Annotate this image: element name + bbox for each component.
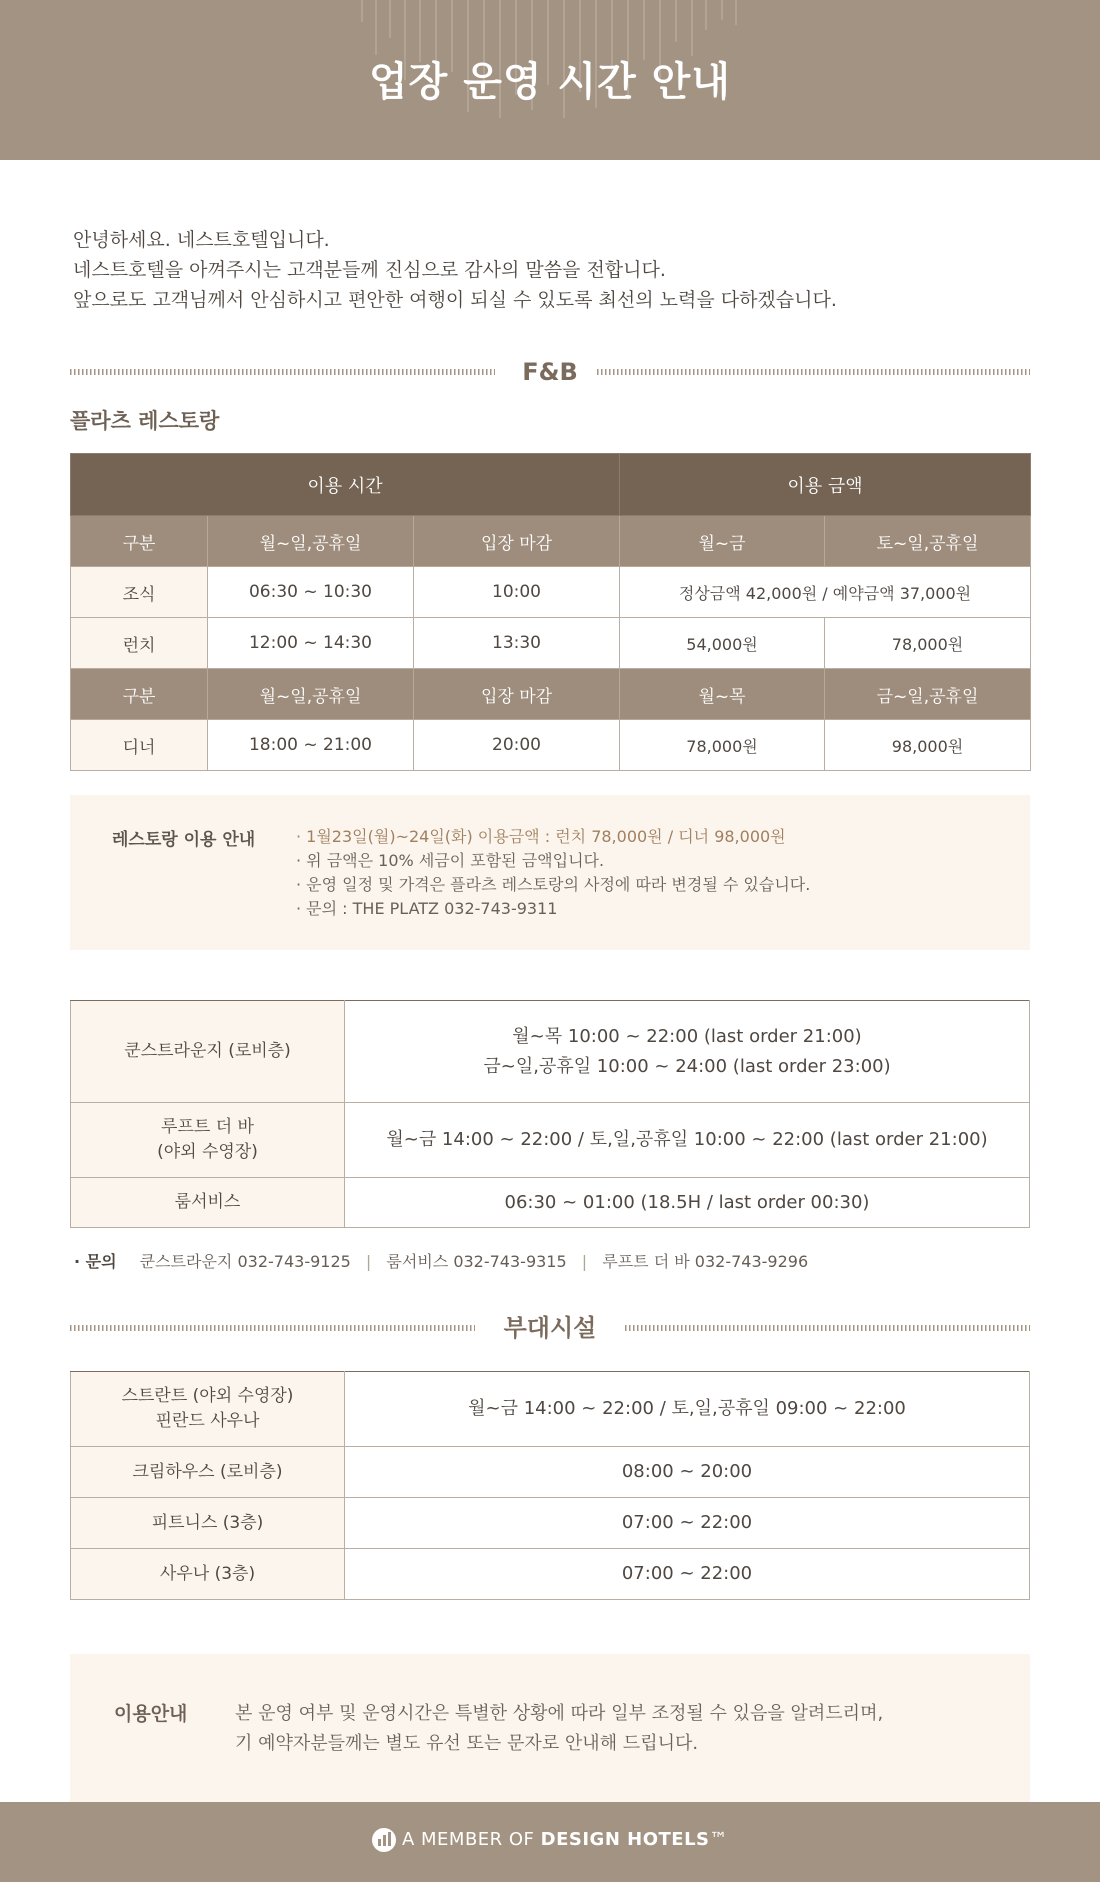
facility-hours: 07:00 ~ 22:00	[345, 1549, 1030, 1600]
separator: |	[365, 1252, 372, 1271]
intro-line: 안녕하세요. 네스트호텔입니다.	[73, 229, 330, 251]
hours-line: 월~목 10:00 ~ 22:00 (last order 21:00)	[512, 1025, 862, 1047]
venue-hours	[345, 1001, 1030, 1103]
table-header-row	[71, 516, 1031, 567]
table-cell: 78,000원	[620, 720, 825, 771]
header-cell: 월~일,공휴일	[208, 669, 414, 720]
table-row	[71, 1549, 1030, 1600]
notice-item: · 1월23일(월)~24일(화) 이용금액 : 런치 78,000원 / 디너 98,000원	[296, 827, 786, 846]
notice-list	[296, 825, 810, 921]
restaurant-notice	[70, 795, 1030, 950]
table-cell: 10:00	[414, 567, 620, 618]
table-row	[71, 1001, 1030, 1103]
table-cell: 06:30 ~ 10:30	[208, 567, 414, 618]
footer-brand: DESIGN HOTELS	[540, 1829, 710, 1850]
header-cell: 구분	[71, 516, 208, 567]
header-cell: 월~금	[620, 516, 825, 567]
design-hotels-logo	[0, 1828, 1100, 1852]
table-row	[71, 1178, 1030, 1228]
venue-name-line: (야외 수영장)	[157, 1142, 258, 1162]
notice-item: · 문의 : THE PLATZ 032-743-9311	[296, 899, 558, 918]
row-category: 조식	[71, 567, 208, 618]
header-cell: 구분	[71, 669, 208, 720]
contact-label: · 문의	[74, 1252, 117, 1271]
table-cell: 78,000원	[825, 618, 1031, 669]
design-hotels-icon	[372, 1828, 396, 1852]
facility-hours: 08:00 ~ 20:00	[345, 1447, 1030, 1498]
contact-line	[74, 1249, 808, 1272]
row-category: 런치	[71, 618, 208, 669]
facility-hours: 월~금 14:00 ~ 22:00 / 토,일,공휴일 09:00 ~ 22:00	[345, 1372, 1030, 1447]
table-row	[71, 1103, 1030, 1178]
notice-item: · 위 금액은 10% 세금이 포함된 금액입니다.	[296, 851, 605, 870]
facility-name: 사우나 (3층)	[71, 1549, 345, 1600]
restaurant-title: 플라츠 레스토랑	[70, 409, 220, 433]
table-row	[71, 720, 1031, 771]
separator: |	[581, 1252, 588, 1271]
contact-item: 쿤스트라운지 032-743-9125	[139, 1252, 351, 1271]
fnb-heading: F&B	[522, 358, 578, 386]
notice-item: · 운영 일정 및 가격은 플라츠 레스토랑의 사정에 따라 변경될 수 있습니다.	[296, 875, 811, 894]
table-cell: 18:00 ~ 21:00	[208, 720, 414, 771]
footer-prefix: A MEMBER OF	[401, 1829, 541, 1850]
dotted-rule	[597, 369, 1030, 375]
table-cell: 정상금액 42,000원 / 예약금액 37,000원	[620, 567, 1031, 618]
notice-label: 레스토랑 이용 안내	[112, 830, 256, 850]
restaurant-table	[70, 453, 1031, 771]
usage-guide	[70, 1654, 1030, 1802]
header-cell: 입장 마감	[414, 516, 620, 567]
usage-time-header: 이용 시간	[71, 454, 620, 516]
guide-label: 이용안내	[114, 1703, 188, 1725]
table-header-row	[71, 669, 1031, 720]
facility-name-line: 핀란드 사우나	[155, 1411, 260, 1431]
hours-line: 금~일,공휴일 10:00 ~ 24:00 (last order 23:00)	[483, 1055, 891, 1077]
fnb-section-divider	[70, 352, 1030, 392]
facilities-table	[70, 1371, 1030, 1600]
header-cell: 금~일,공휴일	[825, 669, 1031, 720]
header-cell: 월~일,공휴일	[208, 516, 414, 567]
intro-text	[73, 225, 1033, 315]
header-cell: 입장 마감	[414, 669, 620, 720]
guide-text	[235, 1699, 883, 1759]
table-cell: 13:30	[414, 618, 620, 669]
table-row	[71, 567, 1031, 618]
table-cell: 54,000원	[620, 618, 825, 669]
header-banner	[0, 0, 1100, 160]
usage-price-header: 이용 금액	[620, 454, 1031, 516]
facilities-heading: 부대시설	[503, 1314, 597, 1342]
footer-tm: ™	[709, 1829, 729, 1850]
header-cell: 월~목	[620, 669, 825, 720]
table-group-header	[71, 454, 1031, 516]
venue-hours: 월~금 14:00 ~ 22:00 / 토,일,공휴일 10:00 ~ 22:00 (last order 21:00)	[345, 1103, 1030, 1178]
venue-name: 쿤스트라운지 (로비층)	[71, 1001, 345, 1103]
page-title: 업장 운영 시간 안내	[369, 59, 731, 105]
contact-item: 루프트 더 바 032-743-9296	[602, 1252, 809, 1271]
table-row	[71, 1372, 1030, 1447]
facility-name: 크림하우스 (로비층)	[71, 1447, 345, 1498]
venue-name: 룸서비스	[71, 1178, 345, 1228]
table-cell: 98,000원	[825, 720, 1031, 771]
facility-name-line: 스트란트 (야외 수영장)	[121, 1386, 294, 1406]
facility-hours: 07:00 ~ 22:00	[345, 1498, 1030, 1549]
guide-line: 본 운영 여부 및 운영시간은 특별한 상황에 따라 일부 조정될 수 있음을 알려드리며,	[235, 1703, 884, 1724]
intro-line: 앞으로도 고객님께서 안심하시고 편안한 여행이 되실 수 있도록 최선의 노력을 다하겠습니다.	[73, 289, 837, 311]
facility-name: 피트니스 (3층)	[71, 1498, 345, 1549]
table-row	[71, 1498, 1030, 1549]
table-row	[71, 1447, 1030, 1498]
guide-line: 기 예약자분들께는 별도 유선 또는 문자로 안내해 드립니다.	[235, 1733, 699, 1754]
contact-item: 룸서비스 032-743-9315	[386, 1252, 567, 1271]
header-cell: 토~일,공휴일	[825, 516, 1031, 567]
lounge-hours-table	[70, 1000, 1030, 1228]
facilities-section-divider	[70, 1308, 1030, 1348]
table-cell: 12:00 ~ 14:30	[208, 618, 414, 669]
intro-line: 네스트호텔을 아껴주시는 고객분들께 진심으로 감사의 말씀을 전합니다.	[73, 259, 666, 281]
facility-name	[71, 1372, 345, 1447]
venue-hours: 06:30 ~ 01:00 (18.5H / last order 00:30)	[345, 1178, 1030, 1228]
row-category: 디너	[71, 720, 208, 771]
dotted-rule	[625, 1325, 1030, 1331]
table-cell: 20:00	[414, 720, 620, 771]
venue-name	[71, 1103, 345, 1178]
venue-name-line: 루프트 더 바	[161, 1117, 254, 1137]
table-row	[71, 618, 1031, 669]
footer	[0, 1802, 1100, 1882]
